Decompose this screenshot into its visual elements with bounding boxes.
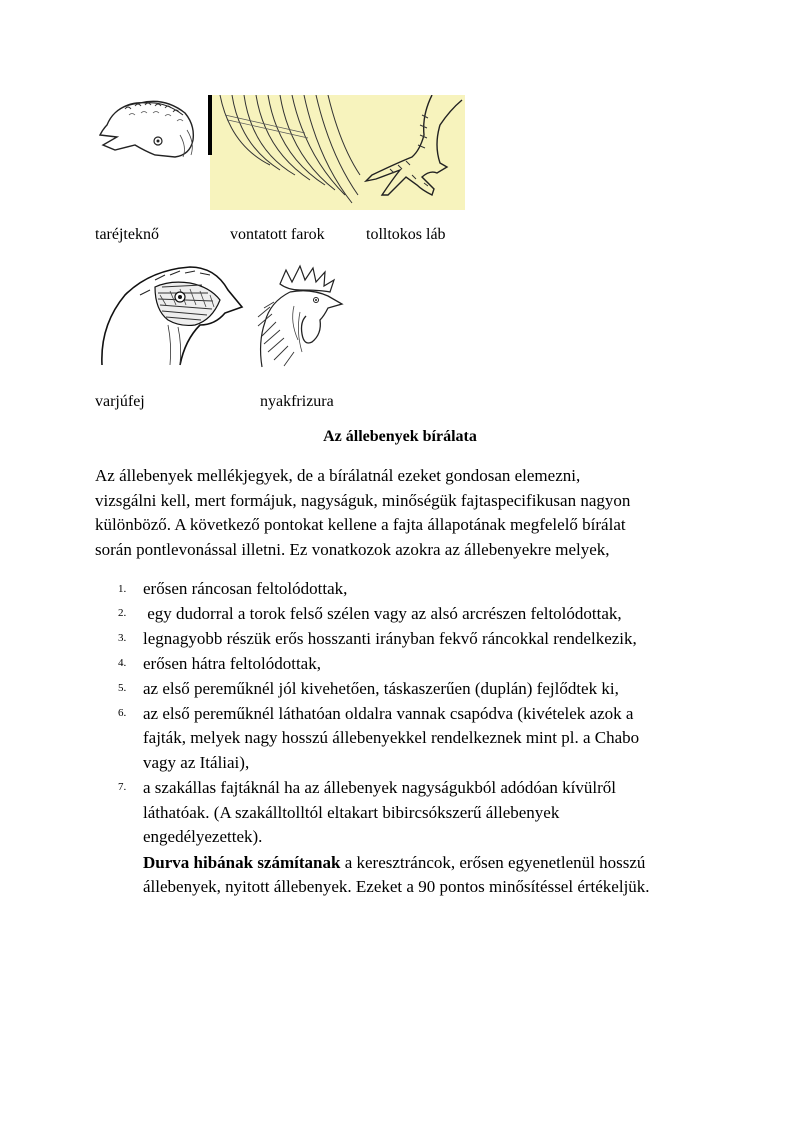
list-item: erősen ráncosan feltolódottak, (143, 579, 348, 598)
list-item: az első pereműknél láthatóan oldalra vannak csapódva (kivételek azok a (143, 704, 634, 723)
closing-line-1 (143, 853, 645, 873)
figure-comb-groove (95, 95, 210, 165)
list-item: erősen hátra feltolódottak, (143, 654, 321, 673)
caption-comb-groove: taréjteknő (95, 226, 159, 243)
list-number: 1. (118, 583, 127, 595)
list-item-continuation: vagy az Itáliai), (143, 753, 250, 772)
list-item-continuation: fajták, melyek nagy hosszú állebenyekkel rendelkeznek mint pl. a Chabo (143, 728, 640, 747)
figure-crow-head (100, 265, 245, 370)
feathered-leg-icon (362, 95, 465, 210)
list-number: 4. (118, 657, 127, 669)
closing-bold: Durva hibának számítanak (143, 853, 341, 872)
figure-dragged-tail (210, 95, 362, 210)
list-number: 5. (118, 682, 127, 694)
list-item-continuation: láthatóak. (A szakálltolltól eltakart bibircsókszerű állebenyek (143, 803, 560, 822)
intro-paragraph (95, 464, 705, 562)
section-title: Az állebenyek bírálata (323, 428, 477, 445)
list-number: 3. (118, 632, 127, 644)
list-number: 7. (118, 781, 127, 793)
chicken-head-comb-icon (95, 95, 210, 165)
caption-neck-frizzle: nyakfrizura (260, 393, 334, 410)
list-item: a szakállas fajtáknál ha az állebenyek nagyságukból adódóan kívülről (143, 778, 616, 797)
list-item: az első pereműknél jól kivehetően, táskaszerűen (duplán) fejlődtek ki, (143, 679, 619, 698)
caption-feathered-leg: tolltokos láb (366, 226, 446, 243)
list-item-continuation: engedélyezettek). (143, 827, 263, 846)
figure-neck-frizzle (250, 262, 345, 372)
intro-line: Az állebenyek mellékjegyek, de a bírálatnál ezeket gondosan elemezni, (95, 466, 581, 485)
list-number: 6. (118, 707, 127, 719)
list-number: 2. (118, 607, 127, 619)
caption-crow-head: varjúfej (95, 393, 145, 410)
list-item: egy dudorral a torok felső szélen vagy az alsó arcrészen feltolódottak, (143, 604, 622, 623)
intro-line: során pontlevonással illetni. Ez vonatkozok azokra az állebenyekre melyek, (95, 539, 610, 559)
dragged-tail-feathers-icon (210, 95, 362, 210)
figure-feathered-leg (362, 95, 465, 210)
neck-frizzle-rooster-icon (250, 262, 345, 372)
caption-dragged-tail: vontatott farok (230, 226, 325, 243)
closing-rest: a keresztráncok, erősen egyenetlenül hosszú (340, 853, 646, 872)
intro-line: vizsgálni kell, mert formájuk, nagyságuk, minőségük fajtaspecifikusan nagyon (95, 490, 631, 510)
crow-head-icon (100, 265, 245, 370)
intro-line: különböző. A következő pontokat kellene a fajta állapotának megfelelő bírálat (95, 515, 626, 534)
closing-line-2: állebenyek, nyitott állebenyek. Ezeket a 90 pontos minősítéssel értékeljük. (143, 877, 650, 896)
list-item: legnagyobb részük erős hosszanti irányban fekvő ráncokkal rendelkezik, (143, 629, 637, 648)
